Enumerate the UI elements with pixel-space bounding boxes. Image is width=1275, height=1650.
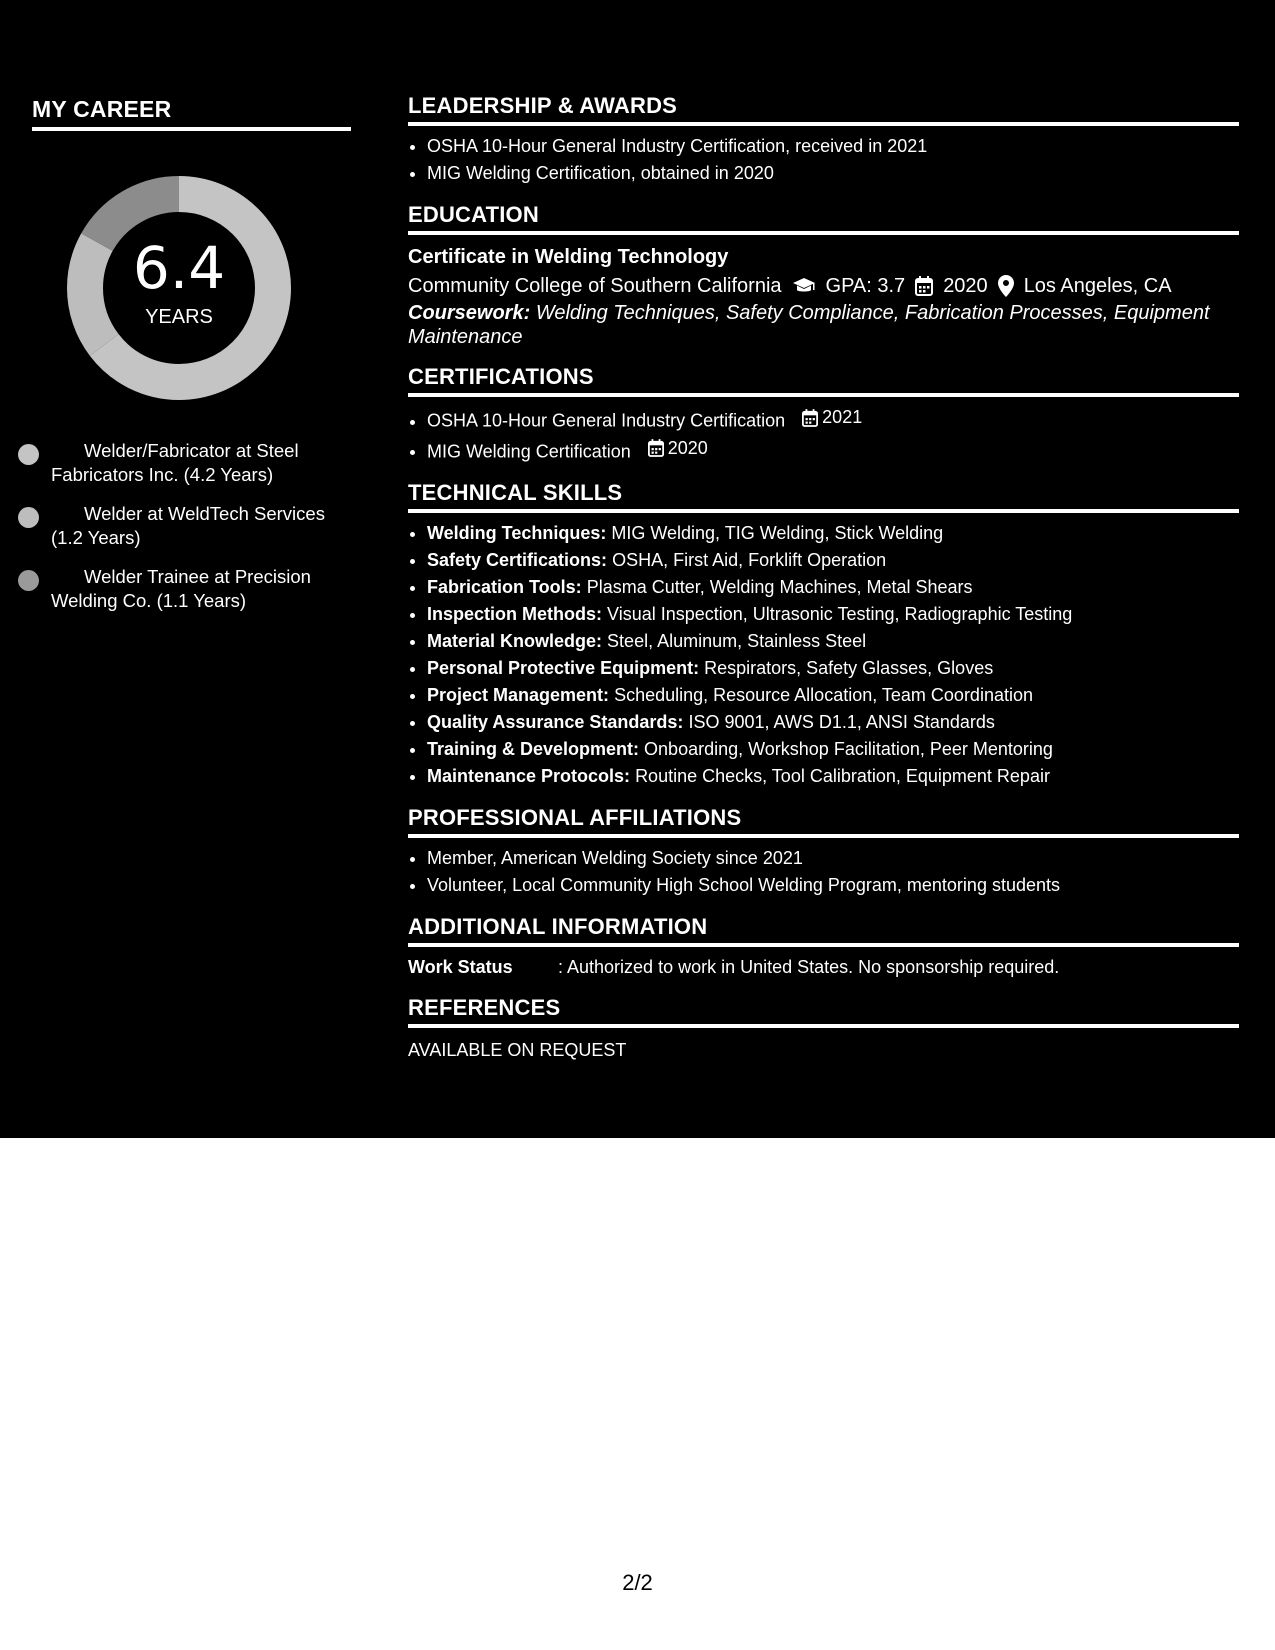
education-coursework <box>408 301 1239 349</box>
certifications-list <box>427 404 1239 465</box>
education-gpa: GPA: 3.7 <box>825 275 906 297</box>
certification-year: 2020 <box>667 437 708 458</box>
career-item-text: Welder Trainee at Precision Welding Co. (1.1 Years) <box>51 566 311 611</box>
skill-item <box>427 520 1239 547</box>
skills-title: TECHNICAL SKILLS <box>408 480 1239 513</box>
skill-label: Inspection Methods: <box>427 604 602 624</box>
skill-label: Safety Certifications: <box>427 550 608 570</box>
skill-value: OSHA, First Aid, Forklift Operation <box>612 550 887 570</box>
work-status-label: Work Status <box>408 957 513 977</box>
affiliations-title: PROFESSIONAL AFFILIATIONS <box>408 805 1239 838</box>
skill-label: Fabrication Tools: <box>427 577 582 597</box>
additional-title: ADDITIONAL INFORMATION <box>408 914 1239 947</box>
education-year: 2020 <box>943 275 988 297</box>
skill-value: ISO 9001, AWS D1.1, ANSI Standards <box>688 712 995 732</box>
certification-name: OSHA 10-Hour General Industry Certification <box>427 410 786 431</box>
skill-item <box>427 601 1239 628</box>
references-title: REFERENCES <box>408 995 1239 1028</box>
coursework-text: Welding Techniques, Safety Compliance, Fabrication Processes, Equipment Maintenance <box>408 302 1210 348</box>
skill-label: Material Knowledge: <box>427 631 603 651</box>
skill-value: Steel, Aluminum, Stainless Steel <box>607 631 867 651</box>
skill-label: Maintenance Protocols: <box>427 766 631 786</box>
skill-item <box>427 682 1239 709</box>
skill-item <box>427 655 1239 682</box>
certification-date <box>802 404 862 431</box>
certification-name: MIG Welding Certification <box>427 441 631 461</box>
career-title: MY CAREER <box>32 96 351 131</box>
skill-value: Visual Inspection, Ultrasonic Testing, Radiographic Testing <box>607 604 1073 624</box>
skill-label: Project Management: <box>427 685 610 705</box>
coursework-label: Coursework: <box>408 302 531 324</box>
additional-section <box>408 914 1239 980</box>
calendar-icon <box>802 409 818 427</box>
career-sidebar <box>32 96 351 628</box>
leadership-list <box>427 133 1239 187</box>
legend-dot <box>18 570 39 591</box>
skill-item <box>427 574 1239 601</box>
skill-value: Scheduling, Resource Allocation, Team Coordination <box>614 685 1033 705</box>
career-item-text: Welder at WeldTech Services (1.2 Years) <box>51 503 325 548</box>
main-content <box>408 93 1239 1076</box>
certifications-title: CERTIFICATIONS <box>408 364 1239 397</box>
legend-dot <box>18 444 39 465</box>
skill-value: Onboarding, Workshop Facilitation, Peer Mentoring <box>644 739 1053 759</box>
career-item <box>51 439 351 487</box>
skill-value: Plasma Cutter, Welding Machines, Metal Shears <box>586 577 973 597</box>
leadership-item: • MIG Welding Certification, obtained in 2020 <box>427 160 1239 187</box>
leadership-section <box>408 93 1239 187</box>
certification-item <box>427 404 1239 435</box>
legend-dot <box>18 507 39 528</box>
leadership-item: • OSHA 10-Hour General Industry Certification, received in 2021 <box>427 133 1239 160</box>
career-item-text: Welder/Fabricator at Steel Fabricators Inc. (4.2 Years) <box>51 440 299 485</box>
affiliations-section <box>408 805 1239 899</box>
skill-item <box>427 736 1239 763</box>
graduation-cap-icon <box>792 276 816 296</box>
career-donut-chart <box>64 173 294 403</box>
total-years-value: 6.4 <box>132 234 226 302</box>
education-degree: Certificate in Welding Technology <box>408 246 729 268</box>
total-years-unit: YEARS <box>145 306 213 328</box>
page-number: 2/2 <box>622 1570 653 1595</box>
references-text: AVAILABLE ON REQUEST <box>408 1040 627 1060</box>
skill-item <box>427 763 1239 790</box>
affiliation-item: • Member, American Welding Society since 2021 <box>427 845 1239 872</box>
skills-list <box>427 520 1239 790</box>
career-item <box>51 565 351 613</box>
location-pin-icon <box>998 275 1014 297</box>
skill-item <box>427 628 1239 655</box>
calendar-icon <box>648 439 664 457</box>
skill-item <box>427 547 1239 574</box>
career-item <box>51 502 351 550</box>
affiliations-list <box>427 845 1239 899</box>
skill-item <box>427 709 1239 736</box>
skill-label: Training & Development: <box>427 739 640 759</box>
work-status-value: : Authorized to work in United States. No sponsorship required. <box>558 957 1060 977</box>
skill-value: Respirators, Safety Glasses, Gloves <box>704 658 994 678</box>
calendar-icon <box>915 276 933 296</box>
skill-value: MIG Welding, TIG Welding, Stick Welding <box>611 523 944 543</box>
references-section <box>408 995 1239 1061</box>
education-location: Los Angeles, CA <box>1023 275 1172 297</box>
skills-section <box>408 480 1239 790</box>
work-status-row <box>408 954 1239 980</box>
certification-year: 2021 <box>822 407 863 427</box>
education-school: Community College of Southern California <box>408 275 782 297</box>
education-section <box>408 202 1239 349</box>
career-list <box>32 439 351 613</box>
leadership-title: LEADERSHIP & AWARDS <box>408 93 1239 126</box>
skill-value: Routine Checks, Tool Calibration, Equipment Repair <box>635 766 1050 786</box>
certifications-section <box>408 364 1239 465</box>
education-details <box>408 271 1239 301</box>
affiliation-item: • Volunteer, Local Community High School Welding Program, mentoring students <box>427 872 1239 899</box>
certification-date <box>648 435 708 462</box>
skill-label: Welding Techniques: <box>427 523 607 543</box>
skill-label: Personal Protective Equipment: <box>427 658 700 678</box>
skill-label: Quality Assurance Standards: <box>427 712 684 732</box>
education-title: EDUCATION <box>408 202 1239 235</box>
certification-item <box>427 435 1239 466</box>
